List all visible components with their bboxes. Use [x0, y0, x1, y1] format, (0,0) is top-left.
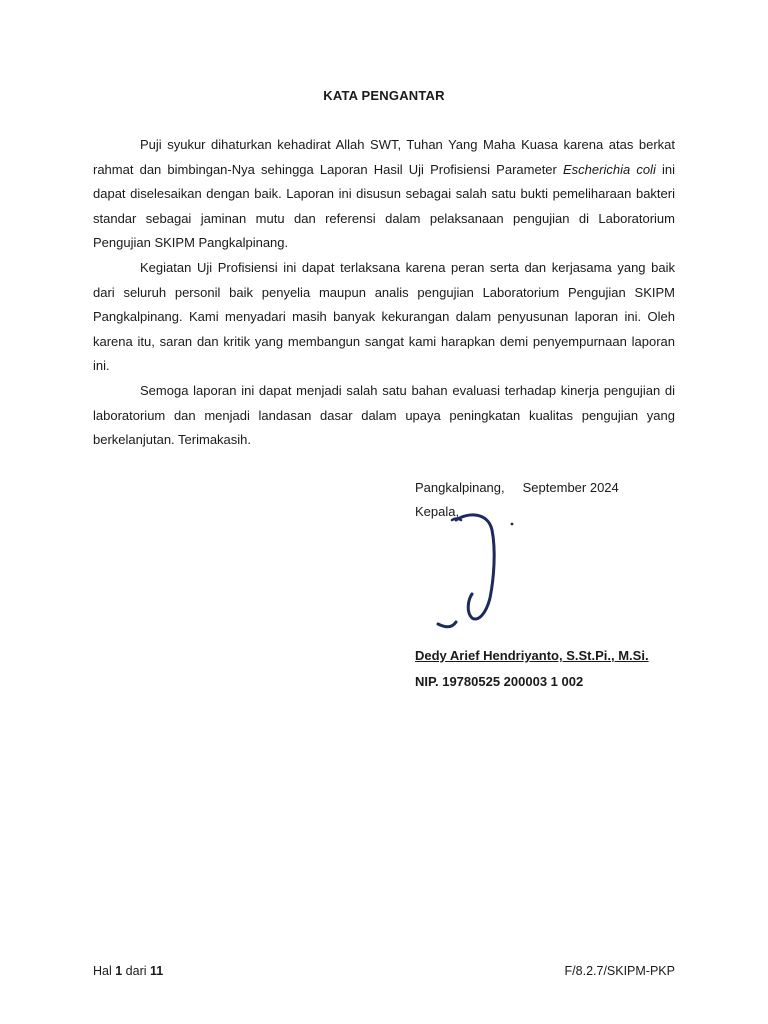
- page-title: KATA PENGANTAR: [323, 88, 445, 103]
- paragraph-1-part-2: ini dapat diselesaikan dengan baik. Laporan ini disusun sebagai salah satu bukti pemeliharaan bakteri standar sebagai jaminan mutu dan referensi dalam pelaksanaan pengujian di Laboratorium Pengujian SKIPM Pangkalpinang.: [93, 161, 675, 251]
- paragraph-2: Kegiatan Uji Profisiensi ini dapat terlaksana karena peran serta dan kerjasama yang baik dari seluruh personil baik penyelia maupun analis pengujian Laboratorium Pengujian SKIPM Pangkalpinang. Kami menyadari masih banyak kekurangan dalam penyusunan laporan ini. Oleh karena itu, saran dan kritik yang membangun sangat kami harapkan demi penyempurnaan laporan ini.: [93, 259, 675, 374]
- signature-date: September 2024: [522, 480, 619, 495]
- body-text: [93, 133, 675, 453]
- signature-place: Pangkalpinang,: [415, 480, 505, 495]
- page-number: [93, 964, 163, 978]
- signature-position: Kepala,: [415, 504, 460, 519]
- paragraph-1: [93, 133, 675, 256]
- page-current: 1: [115, 964, 123, 978]
- form-code: F/8.2.7/SKIPM-PKP: [564, 964, 675, 978]
- signer-name: Dedy Arief Hendriyanto, S.St.Pi., M.Si.: [415, 648, 649, 663]
- page-prefix: Hal: [93, 964, 116, 978]
- signer-nip: NIP. 19780525 200003 1 002: [415, 674, 584, 689]
- species-name: Escherichia coli: [563, 161, 656, 177]
- paragraph-1-part-1: Puji syukur dihaturkan kehadirat Allah SWT, Tuhan Yang Maha Kuasa karena atas berkat rahmat dan bimbingan-Nya sehingga Laporan Hasil Uji Profisiensi Parameter: [93, 137, 675, 177]
- handwritten-signature: [430, 508, 520, 636]
- page-total: 11: [149, 964, 164, 978]
- page-middle: dari: [122, 964, 150, 978]
- place-date: [415, 476, 695, 500]
- paragraph-3: Semoga laporan ini dapat menjadi salah satu bahan evaluasi terhadap kinerja pengujian di laboratorium dan menjadi landasan dasar dalam upaya peningkatan kualitas pengujian yang berkelanjutan. Terimakasih.: [93, 382, 675, 448]
